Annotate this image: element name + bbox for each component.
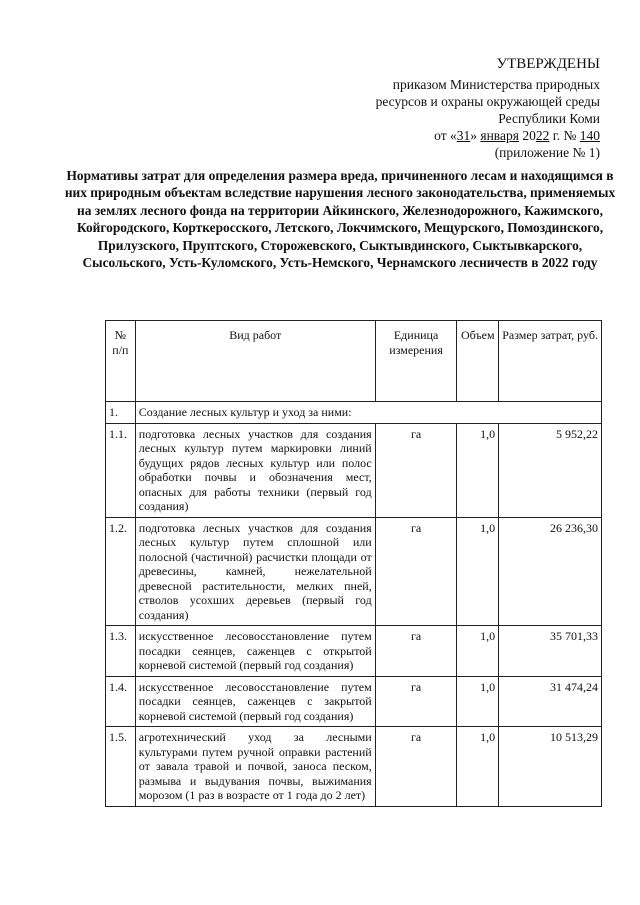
table-row xyxy=(106,676,602,727)
row-cost: 31 474,24 xyxy=(499,676,602,727)
row-work: подготовка лесных участков для создания лесных культур путем маркировки линий будущих рядов лесных культур или полос обработки почвы и обозначения мест, опасных для работы техники (первый год создания) xyxy=(135,423,375,517)
table-header-row xyxy=(106,321,602,402)
row-volume: 1,0 xyxy=(457,517,499,626)
row-cost: 5 952,22 xyxy=(499,423,602,517)
row-cost: 10 513,29 xyxy=(499,727,602,807)
order-day: 31 xyxy=(456,128,471,143)
date-prefix: от « xyxy=(434,128,457,143)
row-volume: 1,0 xyxy=(457,423,499,517)
row-num: 1.3. xyxy=(106,626,136,677)
row-unit: га xyxy=(375,423,457,517)
row-num: 1.2. xyxy=(106,517,136,626)
year-suffix: г. № xyxy=(549,128,580,143)
table-row xyxy=(106,517,602,626)
document-title: Нормативы затрат для определения размера вреда, причиненного лесам и находящимся в них природным объектам вследствие нарушения лесного законодательства, применяемых на землях лесного фонда на территории Айкинского, Железнодорожного, Кажимского, Койгородского, Корткеросского, Летского, Локчимского, Мещурского, Помоздинского, Прилузского, Пруптского, Сторожевского, Сыктывдинского, Сыктывкарского, Сысольского, Усть-Куломского, Усть-Немского, Чернамского лесничеств в 2022 году xyxy=(64,168,616,271)
row-unit: га xyxy=(375,727,457,807)
section-num: 1. xyxy=(106,402,136,424)
row-cost: 26 236,30 xyxy=(499,517,602,626)
approval-date-line xyxy=(376,127,600,144)
order-year: 22 xyxy=(535,128,550,143)
norms-table xyxy=(105,320,602,807)
approval-heading: УТВЕРЖДЕНЫ xyxy=(496,56,600,72)
row-work: искусственное лесовосстановление путем посадки сеянцев, саженцев с закрытой корневой системой (первый год создания) xyxy=(135,676,375,727)
row-num: 1.4. xyxy=(106,676,136,727)
section-row xyxy=(106,402,602,424)
row-unit: га xyxy=(375,626,457,677)
order-number: 140 xyxy=(579,128,600,143)
annex-label: (приложение № 1) xyxy=(494,145,600,160)
row-num: 1.5. xyxy=(106,727,136,807)
header-num: № п/п xyxy=(106,321,136,402)
approval-line-2: ресурсов и охраны окружающей среды xyxy=(375,94,600,109)
date-mid: » xyxy=(470,128,481,143)
row-volume: 1,0 xyxy=(457,727,499,807)
row-work: подготовка лесных участков для создания лесных культур путем сплошной или полосной (частичной) расчистки площади от древесины, камней, нежелательной древесной растительности, мелких пней, стволов усохших деревьев (первый год создания) xyxy=(135,517,375,626)
approval-line-3: Республики Коми xyxy=(498,111,600,126)
section-label: Создание лесных культур и уход за ними: xyxy=(135,402,601,424)
order-month: января xyxy=(480,128,519,143)
row-work: агротехнический уход за лесными культурами путем ручной оправки растений от завала травой и почвой, заноса песком, размыва и выдувания почвы, выжимания морозом (1 раз в возрасте от 1 года до 2 лет) xyxy=(135,727,375,807)
row-unit: га xyxy=(375,517,457,626)
table-row xyxy=(106,626,602,677)
row-work: искусственное лесовосстановление путем посадки сеянцев, саженцев с открытой корневой системой (первый год создания) xyxy=(135,626,375,677)
row-volume: 1,0 xyxy=(457,676,499,727)
table-row xyxy=(106,727,602,807)
row-volume: 1,0 xyxy=(457,626,499,677)
header-cost: Размер затрат, руб. xyxy=(499,321,602,402)
year-prefix: 20 xyxy=(518,128,536,143)
row-num: 1.1. xyxy=(106,423,136,517)
header-unit: Единица измерения xyxy=(375,321,457,402)
row-unit: га xyxy=(375,676,457,727)
row-cost: 35 701,33 xyxy=(499,626,602,677)
approval-block xyxy=(376,56,600,161)
table-row xyxy=(106,423,602,517)
header-volume: Объем xyxy=(457,321,499,402)
approval-line-1: приказом Министерства природных xyxy=(392,77,600,92)
header-work: Вид работ xyxy=(135,321,375,402)
